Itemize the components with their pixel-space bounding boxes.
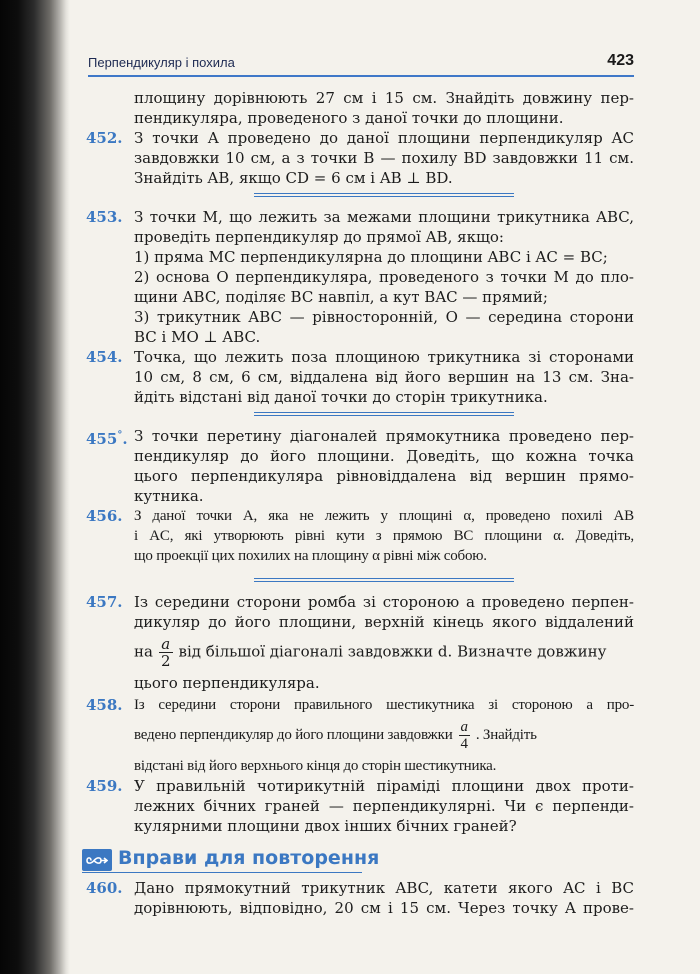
text-line: кулярними площини двох інших бічних граней? — [134, 817, 517, 835]
page-content — [86, 88, 634, 918]
problem-number: 460. — [86, 879, 123, 897]
text-line: У правильній чотирикутній піраміді площини двох проти- — [134, 777, 634, 795]
problem-number: 458. — [86, 696, 123, 714]
problem-number: 457. — [86, 593, 123, 611]
problem-number: 452. — [86, 129, 123, 147]
problem-number: 459. — [86, 777, 123, 795]
problem-456 — [86, 506, 634, 566]
text-line: площину дорівнюють 27 см і 15 см. Знайдіть довжину пер- — [134, 89, 634, 107]
text-line: відстані від його верхнього кінця до сторін шестикутника. — [134, 758, 497, 774]
text-line: щини ABC, поділяє BC навпіл, а кут BAC — прямий; — [134, 288, 548, 306]
text-line-with-fraction: на $\frac{a}{2}$ від більшої діагоналі завдовжки d. Визначте довжину — [134, 635, 607, 670]
text-line: цього перпендикуляра. — [134, 674, 320, 692]
text-line: Із середини сторони правильного шестикутника зі стороною a про- — [134, 697, 634, 713]
page-header — [88, 52, 634, 76]
problem-452 — [86, 128, 634, 188]
running-title: Перпендикуляр і похила — [88, 55, 235, 70]
header-rule — [88, 75, 634, 77]
text-line: З точки перетину діагоналей прямокутника проведено пер- — [134, 427, 634, 445]
text-line: Дано прямокутний трикутник ABC, катети якого AC і BC — [134, 879, 634, 897]
section-title: Вправи для повторення — [118, 847, 380, 869]
text-line: дорівнюють, відповідно, 20 см і 15 см. Через точку A прове- — [134, 899, 634, 917]
text-line: 10 см, 8 см, 6 см, віддалена від його вершин на 13 см. Зна- — [134, 368, 634, 386]
problem-458 — [86, 695, 634, 776]
text-line: 1) пряма MC перпендикулярна до площини ABC і AC = BC; — [134, 248, 608, 266]
text-line: Із середини сторони ромба зі стороною a проведено перпен- — [134, 593, 634, 611]
problem-459 — [86, 776, 634, 836]
text-line: 2) основа O перпендикуляра, проведеного з точки M до пло- — [134, 268, 634, 286]
problem-455 — [86, 426, 634, 506]
text-line: пендикуляр до його площини. Доведіть, що кожна точка — [134, 447, 634, 465]
text-line: 3) трикутник ABC — рівносторонній, O — середина сторони — [134, 308, 634, 326]
problem-number: 453. — [86, 208, 123, 226]
section-rule — [82, 872, 362, 873]
text-line: і AC, які утворюють рівні кути з прямою BC площини α. Доведіть, — [134, 528, 634, 544]
infinity-arrow-icon — [82, 849, 112, 871]
problem-454 — [86, 347, 634, 407]
text-line: йдіть відстані від даної точки до сторін трикутника. — [134, 388, 548, 406]
fraction-a-over-4: $\frac{a}{4}$ — [460, 719, 468, 752]
fraction-a-over-2: $\frac{a}{2}$ — [160, 635, 171, 670]
problem-number: 454. — [86, 348, 123, 366]
section-heading — [82, 846, 634, 874]
problem-457 — [86, 592, 634, 693]
level-separator — [254, 193, 514, 198]
text-line: завдовжки 10 см, а з точки B — похилу BD завдовжки 11 см. — [134, 149, 634, 167]
text-line: цього перпендикуляра рівновіддалена від вершин прямо- — [134, 467, 634, 485]
text-line: Знайдіть AB, якщо CD = 6 см і AB ⊥ BD. — [134, 169, 453, 187]
text-line: З точки M, що лежить за межами площини трикутника ABC, — [134, 208, 634, 226]
problem-number: 455°. — [86, 430, 128, 448]
level-separator — [254, 412, 514, 417]
problem-number: 456. — [86, 507, 123, 525]
book-gutter-shadow — [0, 0, 70, 974]
text-line: пендикуляра, проведеного з даної точки до площини. — [134, 109, 564, 127]
text-line: лежних бічних граней — перпендикулярні. Чи є перпенди- — [134, 797, 634, 815]
page-number: 423 — [607, 52, 634, 69]
text-line: дикуляр до його площини, верхній кінець якого віддалений — [134, 613, 634, 631]
text-line: З точки A проведено до даної площини перпендикуляр AC — [134, 129, 634, 147]
problem-453 — [86, 207, 634, 347]
text-line: BC і MO ⊥ ABC. — [134, 328, 261, 346]
text-line: проведіть перпендикуляр до прямої AB, якщо: — [134, 228, 504, 246]
text-line: Точка, що лежить поза площиною трикутника зі сторонами — [134, 348, 634, 366]
text-line-with-fraction: ведено перпендикуляр до його площини завдовжки $\frac{a}{4}$ . Знайдіть — [134, 719, 537, 752]
problem-451-continuation — [86, 88, 634, 128]
text-line: кутника. — [134, 487, 204, 505]
text-line: З даної точки A, яка не лежить у площині α, проведено похилі AB — [134, 508, 634, 524]
problem-460 — [86, 878, 634, 918]
text-line: що проекції цих похилих на площину α рівні між собою. — [134, 548, 487, 564]
level-separator — [254, 578, 514, 583]
